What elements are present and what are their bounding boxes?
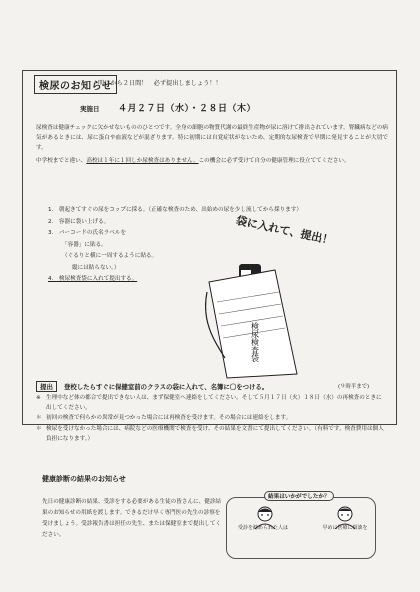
step-3-detail-c: 縦には貼らない。） — [72, 264, 120, 271]
note-missed — [36, 424, 386, 444]
caption-left: 受診を勧められた人は — [238, 525, 289, 531]
date-label: 実施日 — [80, 105, 100, 113]
note-text: 検尿を受けなかった場合には、病院などの医療機関で検査を受け、その結果を文書にて提出してください。（有料です。検査費用は個人負担になります。） — [46, 425, 384, 442]
step-3-detail-a: 「容器」に貼る。 — [62, 241, 107, 248]
urine-bag-illustration — [205, 262, 301, 380]
note-mark: ＊ — [36, 425, 42, 432]
health-results-paragraph: 先日の健康診断の結果、受診をする必要がある生徒の皆さんに、健診結果のお知らせの用紙を渡します。できるだけ早く専門医の先生の診察を受けましょう。受診報告書は担任の先生、または保健室まで提出してください。 — [42, 499, 222, 538]
health-results-heading: 健康診断の結果のお知らせ — [42, 475, 126, 483]
step-4: 4. 検尿検査袋に入れて提出する。 — [48, 276, 138, 282]
note-absence — [36, 393, 386, 413]
date-value: ４月２７日（水）・２８日（木） — [118, 104, 257, 114]
note-text: 初回の検査で何らかの異常が見つかった場合には再検査を受けます。その場合には連絡をします。 — [46, 415, 292, 422]
submit-bag-caption: 袋に入れて、提出！ — [234, 213, 335, 248]
notice-subtitle: 明日から２日間！ 必ず提出しましょう！！ — [98, 80, 222, 87]
high-school-paragraph — [36, 156, 388, 166]
note-recheck — [36, 413, 386, 423]
note-mark: ＊ — [36, 415, 42, 422]
submission-notes — [36, 393, 386, 444]
bag-label: 検尿検査袋 — [250, 322, 260, 362]
step-3: 3. バーコードの氏名ラベルを — [48, 230, 127, 236]
step-1: 1. 朝起きてすぐの尿をコップに採る。（正確な検査のため、出始めの尿を少し流してから採ります） — [48, 207, 302, 213]
notice-title: 検尿のお知らせ — [34, 75, 117, 94]
submit-instruction: 登校したらすぐに保健室前のクラスの袋に入れて、名簿に〇をつける。 — [64, 383, 269, 391]
submit-label: 提出 — [36, 381, 57, 392]
para2-end: この機会に必ず受けて自分の健康管理に役立ててください。 — [198, 158, 350, 164]
para2-underlined: 高校は１年に１回しか尿検査はありません。 — [86, 158, 199, 164]
step-3-detail-b: （ぐるりと横に一周するように貼る。 — [62, 253, 158, 259]
intro-paragraph: 尿検査は健康チェックに欠かせないもののひとつです。全身の細胞の物質代謝の最終生産物が尿に溶けて排出されています。腎臓病などの病気があるときには、尿に蛋白や血液などが混ざります。特に初期には自覚症状がないため、定期的な尿検査で早期に発見することが大切です。 — [36, 125, 388, 151]
results-badge: 結果はいかがでしたか？ — [264, 491, 334, 501]
para2-start: 中学校までと違い、 — [36, 158, 87, 164]
caption-right: 早めに医療に相談を — [322, 525, 368, 531]
note-mark: ※ — [36, 395, 41, 401]
note-text: 生理中など体の都合で提出できない人は、まず保健室へ連絡をしてください。そして５月１７日（火）１８日（水）の再検査のときに出してください。 — [46, 395, 382, 412]
submit-deadline: (９時半まで) — [338, 384, 370, 390]
step-2: 2. 容器に袋い上げる。 — [48, 218, 110, 225]
